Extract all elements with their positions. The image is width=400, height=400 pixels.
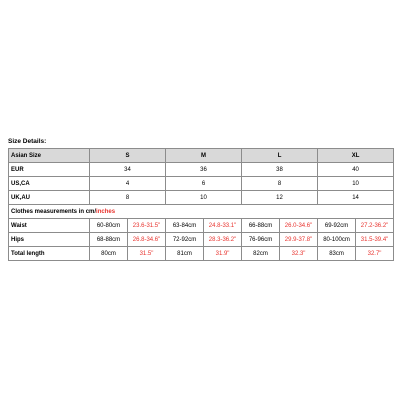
cm-value: 82cm: [242, 247, 280, 261]
cm-value: 80-100cm: [318, 233, 356, 247]
size-row: [9, 191, 394, 205]
measurements-section-row: [9, 205, 394, 219]
header-label: Asian Size: [9, 149, 90, 163]
size-value: 4: [90, 177, 166, 191]
cm-value: 68-88cm: [90, 233, 128, 247]
row-label: EUR: [9, 163, 90, 177]
size-value: 6: [166, 177, 242, 191]
inch-value: 29.9-37.8": [280, 233, 318, 247]
inch-value: 31.5-39.4": [356, 233, 394, 247]
inch-value: 23.6-31.5": [128, 219, 166, 233]
section-inches-highlight: inches: [96, 208, 116, 215]
row-label: US,CA: [9, 177, 90, 191]
inch-value: 31.9": [204, 247, 242, 261]
inch-value: 31.5": [128, 247, 166, 261]
inch-value: 26.0-34.6": [280, 219, 318, 233]
size-value: 10: [318, 177, 394, 191]
cm-value: 83cm: [318, 247, 356, 261]
inch-value: 32.3": [280, 247, 318, 261]
measurement-row: [9, 219, 394, 233]
cm-value: 81cm: [166, 247, 204, 261]
inch-value: 27.2-36.2": [356, 219, 394, 233]
size-row: [9, 177, 394, 191]
size-value: 36: [166, 163, 242, 177]
cm-value: 76-96cm: [242, 233, 280, 247]
measurement-row: [9, 233, 394, 247]
size-value: 14: [318, 191, 394, 205]
size-details-title: Size Details:: [8, 138, 47, 145]
size-value: 8: [242, 177, 318, 191]
row-label: Total length: [9, 247, 90, 261]
size-header-s: S: [90, 149, 166, 163]
size-value: 12: [242, 191, 318, 205]
row-label: UK,AU: [9, 191, 90, 205]
inch-value: 32.7": [356, 247, 394, 261]
cm-value: 66-88cm: [242, 219, 280, 233]
inch-value: 24.8-33.1": [204, 219, 242, 233]
size-value: 8: [90, 191, 166, 205]
size-chart-table: [8, 148, 394, 261]
cm-value: 60-80cm: [90, 219, 128, 233]
measurements-section-label: [9, 205, 394, 219]
inch-value: 26.8-34.6": [128, 233, 166, 247]
size-value: 34: [90, 163, 166, 177]
cm-value: 69-92cm: [318, 219, 356, 233]
size-details: [8, 138, 393, 261]
size-header-m: M: [166, 149, 242, 163]
size-row: [9, 163, 394, 177]
size-value: 38: [242, 163, 318, 177]
inch-value: 28.3-36.2": [204, 233, 242, 247]
size-header-xl: XL: [318, 149, 394, 163]
size-header-l: L: [242, 149, 318, 163]
cm-value: 80cm: [90, 247, 128, 261]
cm-value: 63-84cm: [166, 219, 204, 233]
cm-value: 72-92cm: [166, 233, 204, 247]
measurement-row: [9, 247, 394, 261]
row-label: Waist: [9, 219, 90, 233]
size-value: 40: [318, 163, 394, 177]
row-label: Hips: [9, 233, 90, 247]
section-prefix: Clothes measurements in cm/: [11, 208, 97, 215]
size-value: 10: [166, 191, 242, 205]
header-row: [9, 149, 394, 163]
